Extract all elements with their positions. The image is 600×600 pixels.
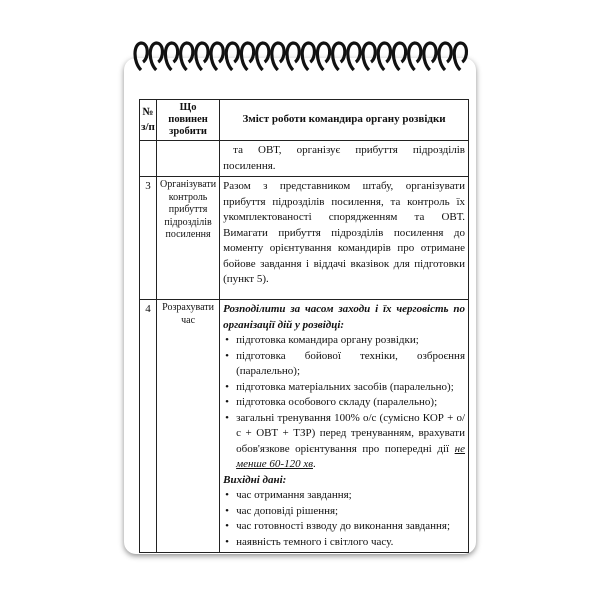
list-item: • підготовка бойової техніки, озброєння (паралельно);	[223, 349, 465, 380]
row4-subheading: Вихідні дані:	[223, 473, 287, 486]
list-item: • підготовка командира органу розвідки;	[223, 333, 465, 349]
spiral-ring	[439, 43, 451, 70]
table-row	[140, 300, 469, 553]
spiral-ring	[333, 43, 345, 70]
spiral-ring	[317, 43, 329, 70]
list-item-text: загальні тренування 100% о/с (сумісно КОР + о/с + ОВТ + ТЗР) перед тренуванням, врахувати обов'язкове орієнтування про попередні дії	[236, 411, 465, 455]
spiral-ring	[211, 43, 223, 70]
spiral-ring	[135, 43, 147, 70]
spiral-ring	[302, 43, 314, 70]
spiral-ring	[150, 43, 162, 70]
table-row	[140, 177, 469, 300]
spiral-ring	[424, 43, 436, 70]
spiral-ring	[363, 43, 375, 70]
spiral-ring	[409, 43, 421, 70]
instructions-table	[139, 99, 469, 553]
list-item: • час доповіді рішення;	[223, 504, 465, 520]
row3-num: 3	[140, 177, 157, 300]
spiral-ring	[196, 43, 208, 70]
row4-heading: Розподілити за часом заходи і їх черговість по організації дій у розвідці:	[223, 303, 465, 331]
spiral-ring	[181, 43, 193, 70]
header-content: Зміст роботи командира органу розвідки	[220, 100, 469, 141]
row3-what: Організувати контроль прибуття підрозділів посилення	[157, 177, 220, 300]
row4-content	[220, 300, 469, 553]
list-item: • час отримання завдання;	[223, 488, 465, 504]
spiral-ring	[454, 43, 466, 70]
spiral-ring	[272, 43, 284, 70]
list-item: • підготовка матеріальних засобів (паралельно);	[223, 380, 465, 396]
spiral-ring	[393, 43, 405, 70]
table-row	[140, 141, 469, 177]
header-num: № з/п	[140, 100, 157, 141]
list-item	[223, 411, 465, 473]
emphasis-duration: не менше 60-120 хв	[236, 442, 466, 470]
list-item: • підготовка особового складу (паралельно);	[223, 395, 465, 411]
spiral-ring	[287, 43, 299, 70]
spiral-ring	[165, 43, 177, 70]
row-cont-text: та ОВТ, організує прибуття підрозділів посилення.	[220, 141, 469, 177]
row4-num: 4	[140, 300, 157, 553]
spiral-binding	[130, 40, 470, 76]
row4-list2	[223, 488, 465, 550]
header-what: Що повинен зробити	[157, 100, 220, 141]
list-item: • наявність темного і світлого часу.	[223, 535, 465, 551]
spiral-ring	[378, 43, 390, 70]
list-item-end: .	[313, 458, 316, 470]
spiral-ring	[348, 43, 360, 70]
row4-what: Розрахувати час	[157, 300, 220, 553]
table-header-row	[140, 100, 469, 141]
spiral-ring	[226, 43, 238, 70]
list-item: • час готовності взводу до виконання завдання;	[223, 519, 465, 535]
spiral-ring	[241, 43, 253, 70]
row4-list	[223, 333, 465, 473]
spiral-ring	[257, 43, 269, 70]
row3-content: Разом з представником штабу, організувати прибуття підрозділів посилення, та контроль їх укомплектованості спорядженням та ОВТ. Вимагати прибуття підрозділів посилення до моменту орієнтування командирів про отримане бойове завдання і віддачі вказівок для підготовки (пункт 5).	[220, 177, 469, 300]
